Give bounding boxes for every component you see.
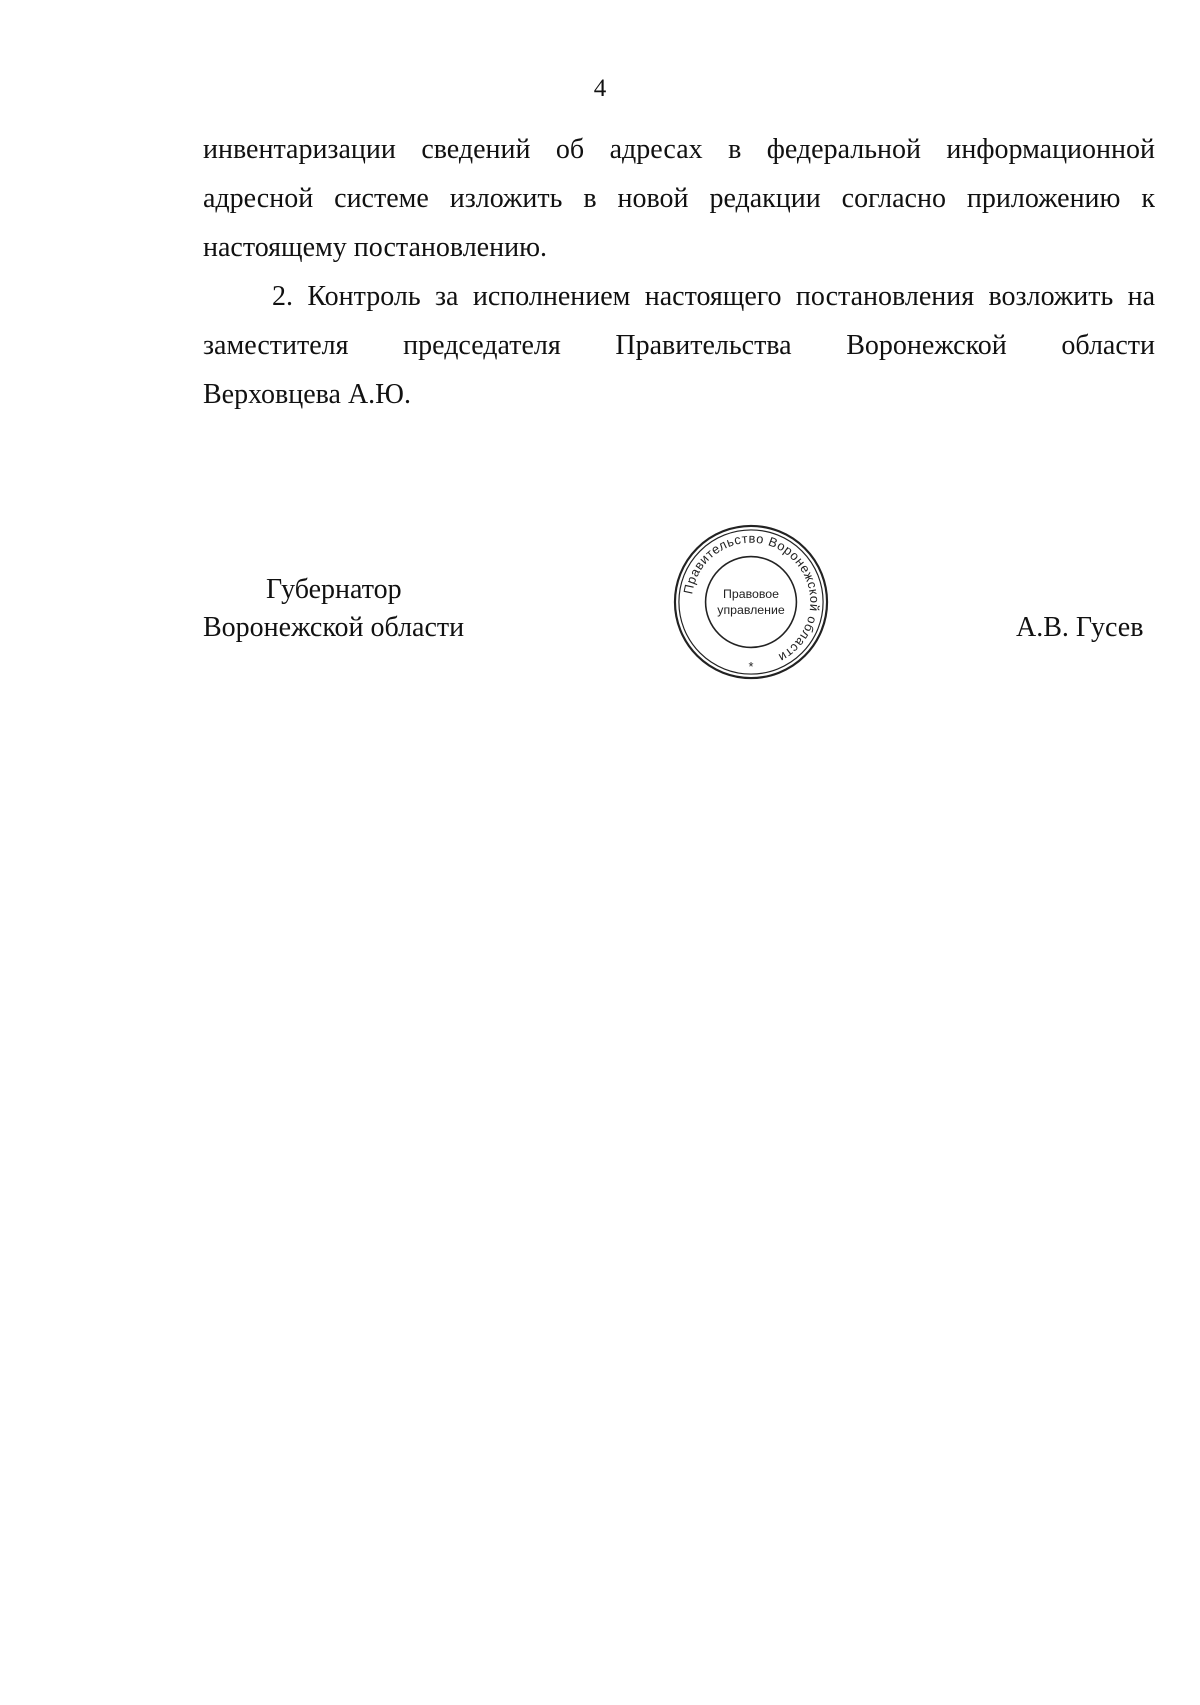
- signatory-region: Воронежской области: [203, 612, 465, 643]
- paragraph-control-clause: [203, 272, 1155, 419]
- official-stamp-icon: [672, 523, 830, 681]
- paragraph-line: настоящему постановлению.: [203, 232, 547, 263]
- paragraph-line: инвентаризации сведений об адресах в федеральной информационной: [203, 134, 1155, 165]
- signatory-name: А.В. Гусев: [1016, 612, 1144, 643]
- signatory-title: [203, 571, 464, 647]
- stamp-ring-text: Правительство Воронежской области: [680, 530, 823, 666]
- paragraph-line: 2. Контроль за исполнением настоящего постановления возложить на: [272, 281, 1155, 312]
- page-number: 4: [593, 75, 607, 102]
- paragraph-continuation: [203, 125, 1155, 272]
- stamp-star: *: [748, 659, 754, 675]
- stamp-center-line1: Правовое: [723, 587, 779, 602]
- signatory-position: Губернатор: [266, 574, 402, 605]
- stamp-center-line2: управление: [717, 602, 785, 617]
- paragraph-line: Верховцева А.Ю.: [203, 379, 411, 410]
- paragraph-line: адресной системе изложить в новой редакции согласно приложению к: [203, 183, 1155, 214]
- paragraph-line: заместителя председателя Правительства Воронежской области: [203, 330, 1155, 361]
